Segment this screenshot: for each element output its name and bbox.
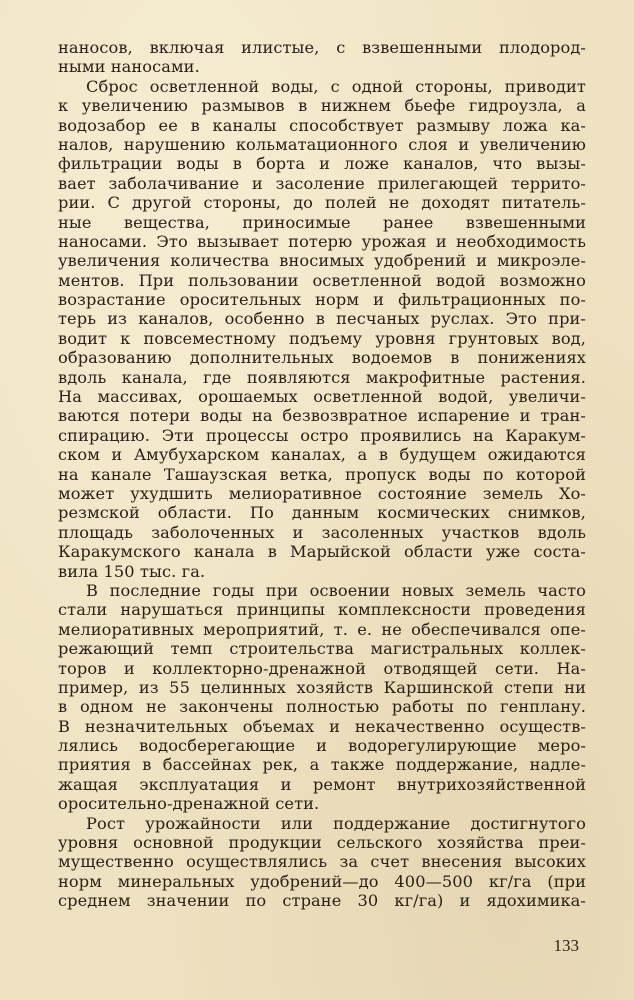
text-line: среднем значении по стране 30 кг/га) и ядохимика-	[58, 891, 586, 911]
text-line: жащая эксплуатация и ремонт внутрихозяйственной	[58, 774, 586, 794]
text-line: наносами. Это вызывает потерю урожая и необходимость	[58, 231, 586, 251]
text-line: приятия в бассейнах рек, а также поддержание, надле-	[58, 755, 586, 775]
text-line: площадь заболоченных и засоленных участков вдоль	[58, 522, 586, 542]
text-line: ваются потери воды на безвозвратное испарение и тран-	[58, 406, 586, 426]
text-line: лялись водосберегающие и водорегулирующие меро-	[58, 736, 586, 756]
text-line: водит к повсеместному подъему уровня грунтовых вод,	[58, 328, 586, 348]
text-line: ментов. При пользовании осветленной водой возможно	[58, 270, 586, 290]
text-line: Рост урожайности или поддержание достигнутого	[86, 813, 586, 833]
text-line: на канале Ташаузская ветка, пропуск воды по которой	[58, 464, 586, 484]
text-line: наносов, включая илистые, с взвешенными плодород-	[58, 38, 586, 57]
body-text	[58, 38, 586, 911]
text-line: мущественно осуществлялись за счет внесения высоких	[58, 852, 586, 872]
text-line: ными наносами.	[58, 57, 200, 77]
text-line: возрастание оросительных норм и фильтрационных по-	[58, 290, 586, 310]
text-line: водозабор ее в каналы способствует размыву ложа ка-	[58, 115, 586, 135]
text-line: Сброс осветленной воды, с одной стороны, приводит	[86, 76, 586, 96]
text-line: фильтрации воды в борта и ложе каналов, что вызы-	[58, 154, 586, 174]
text-line: увеличения количества вносимых удобрений и микроэле-	[58, 251, 586, 271]
text-line: рии. С другой стороны, до полей не доходят питатель-	[58, 193, 586, 213]
text-line: спирацию. Эти процессы остро проявились на Каракум-	[58, 425, 586, 445]
text-line: вает заболачивание и засоление прилегающей террито-	[58, 173, 586, 193]
text-line: пример, из 55 целинных хозяйств Каршинской степи ни	[58, 677, 586, 697]
text-line: торов и коллекторно-дренажной отводящей сети. На-	[58, 658, 586, 678]
text-line: ные вещества, приносимые ранее взвешенными	[58, 212, 586, 232]
text-line: резмской области. По данным космических снимков,	[58, 503, 586, 523]
text-line: Каракумского канала в Марыйской области уже соста-	[58, 542, 586, 562]
text-line: вила 150 тыс. га.	[58, 561, 206, 581]
page-number: 133	[553, 936, 579, 955]
text-line: ском и Амубухарском каналах, а в будущем ожидаются	[58, 445, 586, 465]
text-line: В незначительных объемах и некачественно осуществ-	[58, 716, 586, 736]
text-line: к увеличению размывов в нижнем бьефе гидроузла, а	[58, 96, 586, 116]
text-line: мелиоративных мероприятий, т. е. не обеспечивался опе-	[58, 619, 586, 639]
text-line: На массивах, орошаемых осветленной водой, увеличи-	[58, 387, 586, 407]
text-line: вдоль канала, где появляются макрофитные растения.	[58, 367, 586, 387]
text-line: налов, нарушению кольматационного слоя и увеличению	[58, 134, 586, 154]
text-line: режающий темп строительства магистральных коллек-	[58, 639, 586, 659]
text-line: может ухудшить мелиоративное состояние земель Хо-	[58, 483, 586, 503]
text-line: в одном не закончены полностью работы по генплану.	[58, 697, 586, 717]
text-line: норм минеральных удобрений—до 400—500 кг/га (при	[58, 871, 586, 891]
text-line: стали нарушаться принципы комплексности проведения	[58, 600, 586, 620]
text-line: В последние годы при освоении новых земель часто	[86, 580, 586, 600]
text-line: терь из каналов, особенно в песчаных руслах. Это при-	[58, 309, 586, 329]
text-line: образованию дополнительных водоемов в понижениях	[58, 348, 586, 368]
text-line: уровня основной продукции сельского хозяйства преи-	[58, 833, 586, 853]
text-line: оросительно-дренажной сети.	[58, 794, 320, 814]
